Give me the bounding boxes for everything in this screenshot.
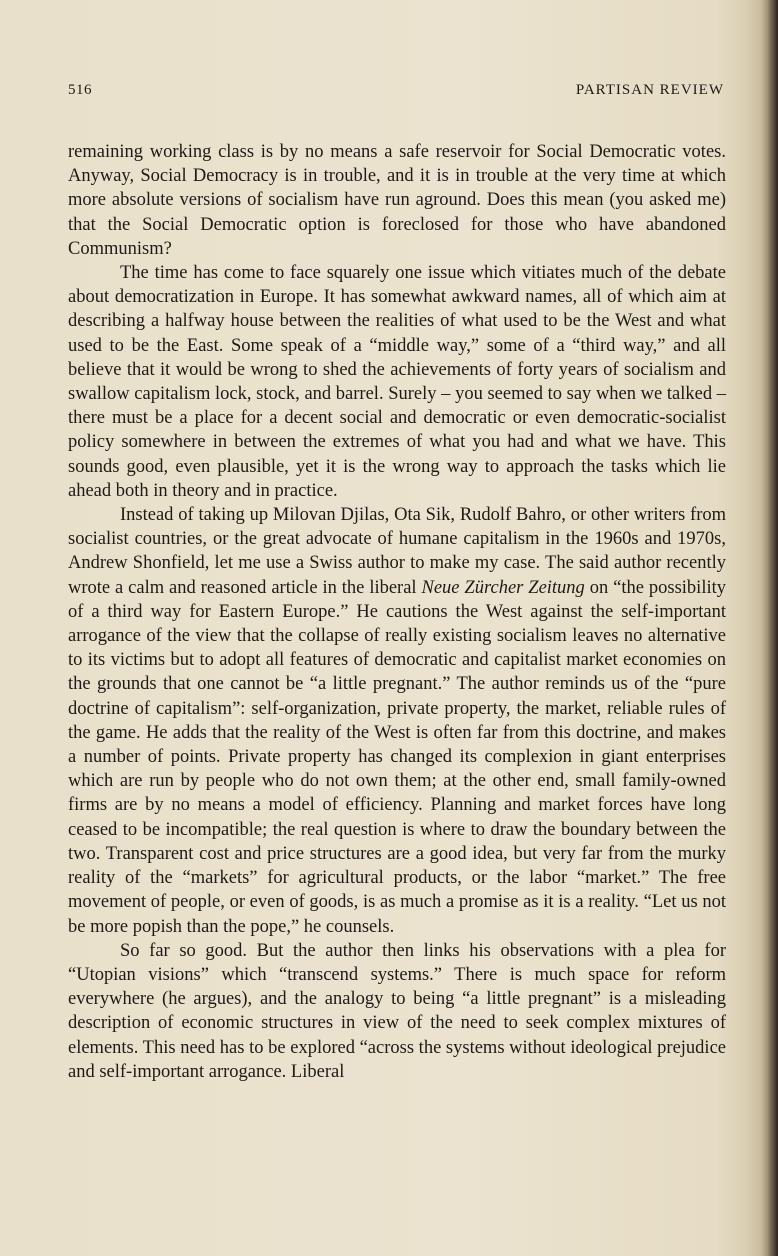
paragraph-3 [68, 503, 726, 939]
paragraph-3-after: on “the possibility of a third way for Eastern Europe.” He cautions the West against the self-important arrogance of the view that the collapse of really existing socialism leaves no alternative to its victims but to adopt all features of democratic and capitalist market economies on the grounds that one cannot be “a little pregnant.” The author reminds us of the “pure doctrine of capitalism”: self-organization, private property, the market, reliable rules of the game. He adds that the reality of the West is often far from this doctrine, and makes a number of points. Private property has changed its complexion in giant enterprises which are run by people who do not own them; at the other end, small family-owned firms are by no means a model of efficiency. Planning and market forces have long ceased to be incompatible; the real question is where to draw the boundary between the two. Transparent cost and price structures are a good idea, but very far from the murky reality of the “markets” for agricultural products, or the labor “market.” The free movement of people, or even of goods, is as much a promise as it is a reality. “Let us not be more popish than the pope,” he counsels. [68, 577, 726, 937]
journal-title: PARTISAN REVIEW [575, 82, 724, 98]
running-head [68, 82, 724, 104]
paragraph-2: The time has come to face squarely one issue which vitiates much of the debate about democratization in Europe. It has somewhat awkward names, all of which aim at describing a halfway house between the realities of what used to be the West and what used to be the East. Some speak of a “middle way,” some of a “third way,” and all believe that it would be wrong to shed the achievements of forty years of socialism and swallow capitalism lock, stock, and barrel. Surely – you seemed to say when we talked – there must be a place for a decent social and democratic or even democratic-socialist policy somewhere in between the extremes of what you had and what we have. This sounds good, even plausible, yet it is the wrong way to approach the tasks which lie ahead both in theory and in practice. [68, 263, 726, 501]
paragraph-1: remaining working class is by no means a safe reservoir for Social Democratic votes. Anyway, Social Democracy is in trouble, and it is in trouble at the very time at which more absolute versions of socialism have run aground. Does this mean (you asked me) that the Social Democratic option is foreclosed for those who have abandoned Communism? [68, 142, 726, 259]
paragraph-3-before: Instead of taking up Milovan Djilas, Ota Sik, Rudolf Bahro, or other writers from socialist countries, or the great advocate of humane capitalism in the 1960s and 1970s, Andrew Shonfield, let me use a Swiss author to make my case. The said author recently wrote a calm and reasoned article in the liberal [68, 505, 726, 598]
newspaper-title: Neue Zürcher Zeitung [421, 577, 585, 598]
paragraph-4: So far so good. But the author then links his observations with a plea for “Utopian visions” which “transcend systems.” There is much space for reform everywhere (he argues), and the analogy to being “a little pregnant” is a misleading description of economic structures in view of the need to seek complex mixtures of elements. This need has to be explored “across the systems without ideological prejudice and self-important arrogance. Liberal [68, 940, 726, 1082]
body-text [68, 140, 726, 1084]
page-number: 516 [68, 82, 92, 98]
page-gutter-shadow [760, 0, 778, 1256]
